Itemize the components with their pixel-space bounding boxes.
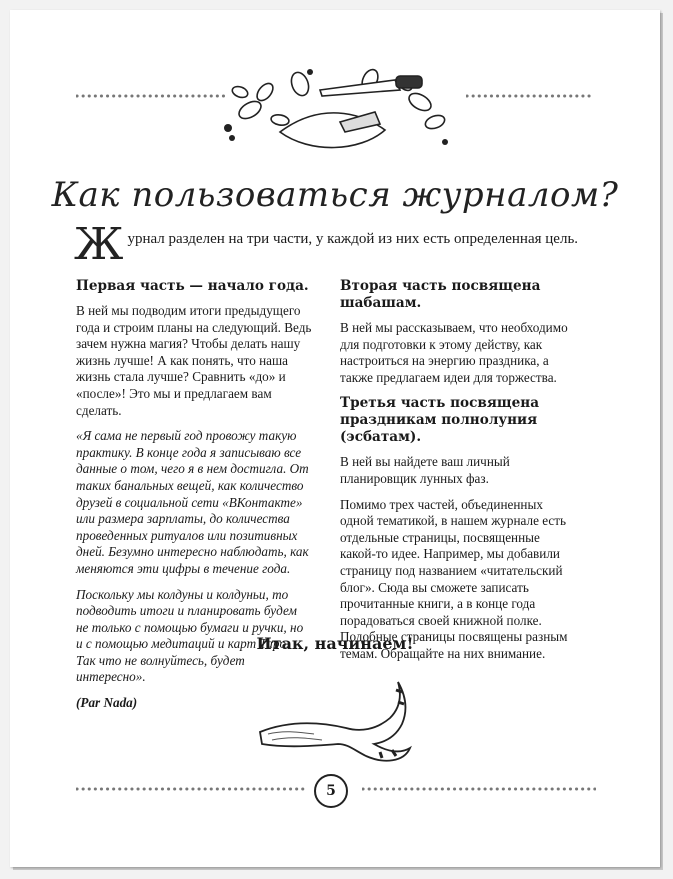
dotted-rule-top-left <box>76 94 226 98</box>
quote-signature: (Par Nada) <box>76 695 138 711</box>
dotted-rule-bottom-right <box>362 787 596 791</box>
left-column <box>76 278 312 721</box>
herbs-dagger-illustration <box>210 62 460 162</box>
paragraph: В ней мы рассказываем, что необходимо для подготовки к этому действу, как настроиться на энергию праздника, а также предлагаем идеи для торжества. <box>340 320 568 385</box>
quote-paragraph: Поскольку мы колдуны и колдуньи, то подводить итоги и планировать будем не только с помощью бумаги и ручки, но и с помощью медитаций и карт Таро. Так что не волнуйтесь, будет интересно». <box>76 586 304 685</box>
section-heading-part-one: Первая часть — начало года. <box>76 278 309 294</box>
page-number: 5 <box>314 774 348 808</box>
section-heading-part-three: Третья часть посвящена праздникам полнолуния (эсбатам). <box>340 395 540 446</box>
section-heading-part-two: Вторая часть посвящена шабашам. <box>340 278 541 311</box>
paragraph: В ней вы найдете ваш личный планировщик лунных фаз. <box>340 454 510 486</box>
antler-illustration <box>250 670 420 770</box>
intro-paragraph <box>74 219 596 270</box>
dotted-rule-bottom-left <box>76 787 306 791</box>
quote-paragraph: «Я сама не первый год провожу такую практику. В конце года я записываю все данные о том, чего я в нем достигла. От таких банальных вещей, как количество друзей в социальной сети «ВКонтакте» или размера зарплаты, до количества проведенных ритуалов или позитивных дней. Безумно интересно наблюдать, как меняются эти цифры в течение года. <box>76 428 309 576</box>
page-title: Как пользоваться журналом? <box>51 175 619 215</box>
page-sheet <box>10 10 660 867</box>
closing-line: Итак, начинаем! <box>256 634 414 653</box>
intro-text: урнал разделен на три части, у каждой из них есть определенная цель. <box>127 231 579 247</box>
dotted-rule-top-right <box>466 94 596 98</box>
paragraph: Помимо трех частей, объединенных одной тематикой, в нашем журнале есть отдельные страницы, посвященные какой-то идее. Например, мы добавили страницу под названием «читательский блог». Сюда вы сможете записать прочитанные книги, а в конце года порадоваться своей книжной полке. Подобные страницы посвящены разным темам. Обращайте на них внимание. <box>340 496 568 661</box>
drop-cap: Ж <box>74 219 124 270</box>
right-column <box>340 278 576 672</box>
paragraph: В ней мы подводим итоги предыдущего года и строим планы на следующий. Ведь зачем нужна магия? Чтобы делать нашу жизнь лучше! А как понять, что наша жизнь стала лучше? Сравнить «до» и «после»! Это мы и предлагаем вам сделать. <box>76 303 312 418</box>
